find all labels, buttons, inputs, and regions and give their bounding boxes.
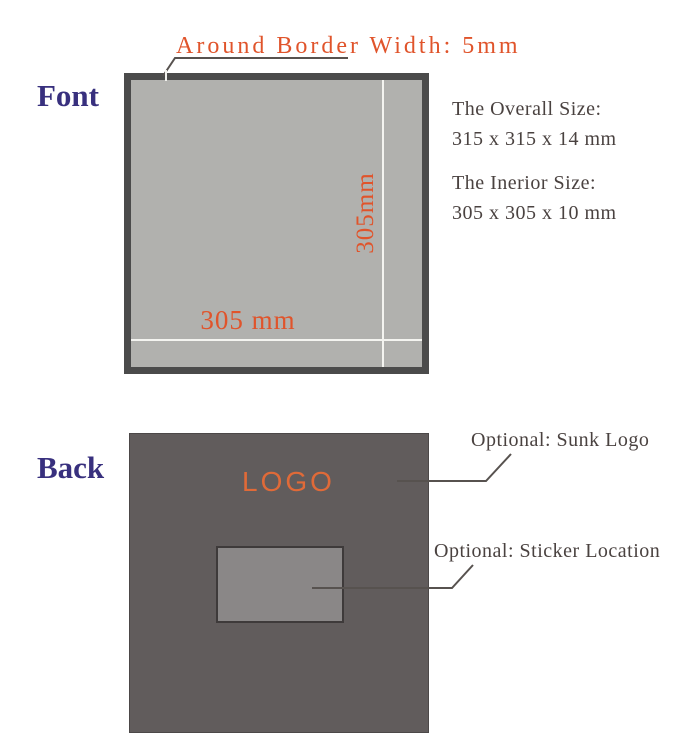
border-width-annotation: Around Border Width: 5mm (176, 33, 521, 59)
sticker-location-rect (216, 546, 344, 623)
interior-size-title: The Inerior Size: (452, 172, 596, 194)
interior-size-value: 305 x 305 x 10 mm (452, 202, 617, 224)
interior-height-dimension: 305mm (352, 172, 379, 254)
interior-size-spec (452, 168, 617, 228)
interior-horizontal-guide-line (131, 339, 422, 341)
interior-vertical-guide-line (382, 80, 384, 367)
front-view-label: Font (37, 78, 99, 113)
interior-width-dimension: 305 mm (200, 305, 296, 335)
size-specifications (452, 94, 617, 242)
sticker-location-annotation: Optional: Sticker Location (434, 540, 661, 562)
sunk-logo-annotation: Optional: Sunk Logo (471, 429, 650, 451)
overall-size-value: 315 x 315 x 14 mm (452, 128, 617, 150)
back-panel-diagram (129, 433, 429, 733)
back-view-label: Back (37, 450, 105, 485)
overall-size-title: The Overall Size: (452, 98, 602, 120)
logo-placeholder: LOGO (242, 466, 335, 497)
overall-size-spec (452, 94, 617, 154)
